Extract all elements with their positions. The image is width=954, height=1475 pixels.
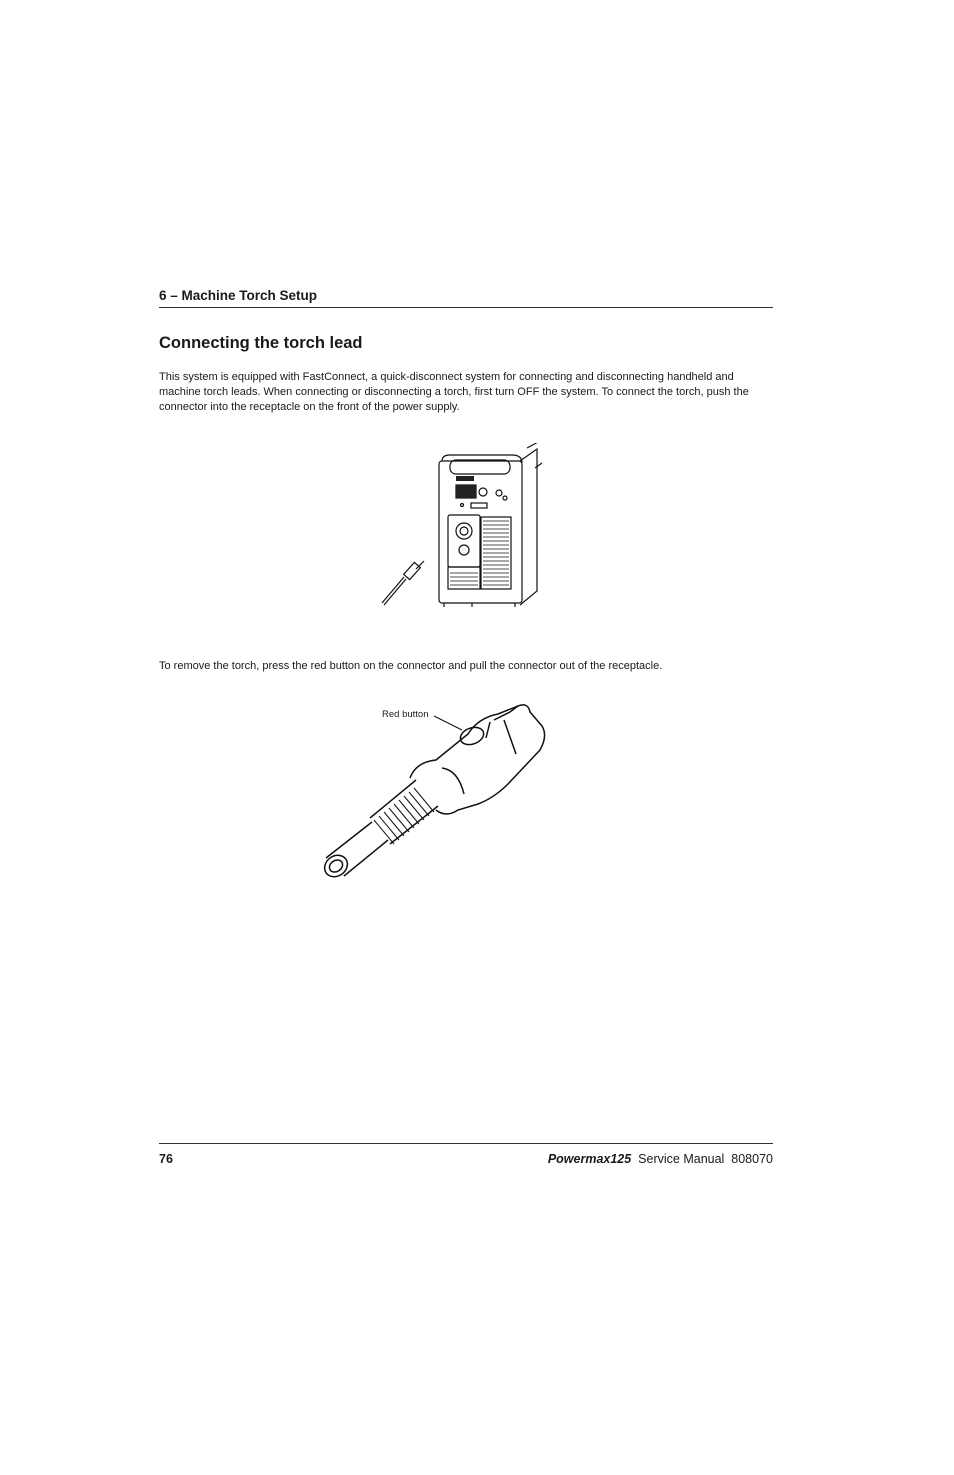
product-name: Powermax125 [547,1152,632,1166]
intro-paragraph: This system is equipped with FastConnect, a quick-disconnect system for connecting and disconnecting handheld and machine torch leads. When connecting or disconnecting a torch, first turn OFF the system. To connect the torch, push the connector into the receptacle on the front of the power supply. [159,371,749,413]
header-rule [159,307,773,308]
red-button-callout: Red button [382,709,429,720]
connector-illustration [318,698,553,883]
part-number: 808070 [731,1152,773,1166]
manual-name: Service Manual [638,1152,725,1166]
remove-paragraph: To remove the torch, press the red button on the connector and pull the connector out of the receptacle. [159,660,663,672]
footer-text [548,1152,773,1166]
page-number: 76 [159,1152,173,1166]
footer-rule [159,1143,773,1144]
chapter-heading: 6 – Machine Torch Setup [159,288,318,303]
power-supply-illustration [372,443,552,613]
section-title: Connecting the torch lead [159,334,363,352]
